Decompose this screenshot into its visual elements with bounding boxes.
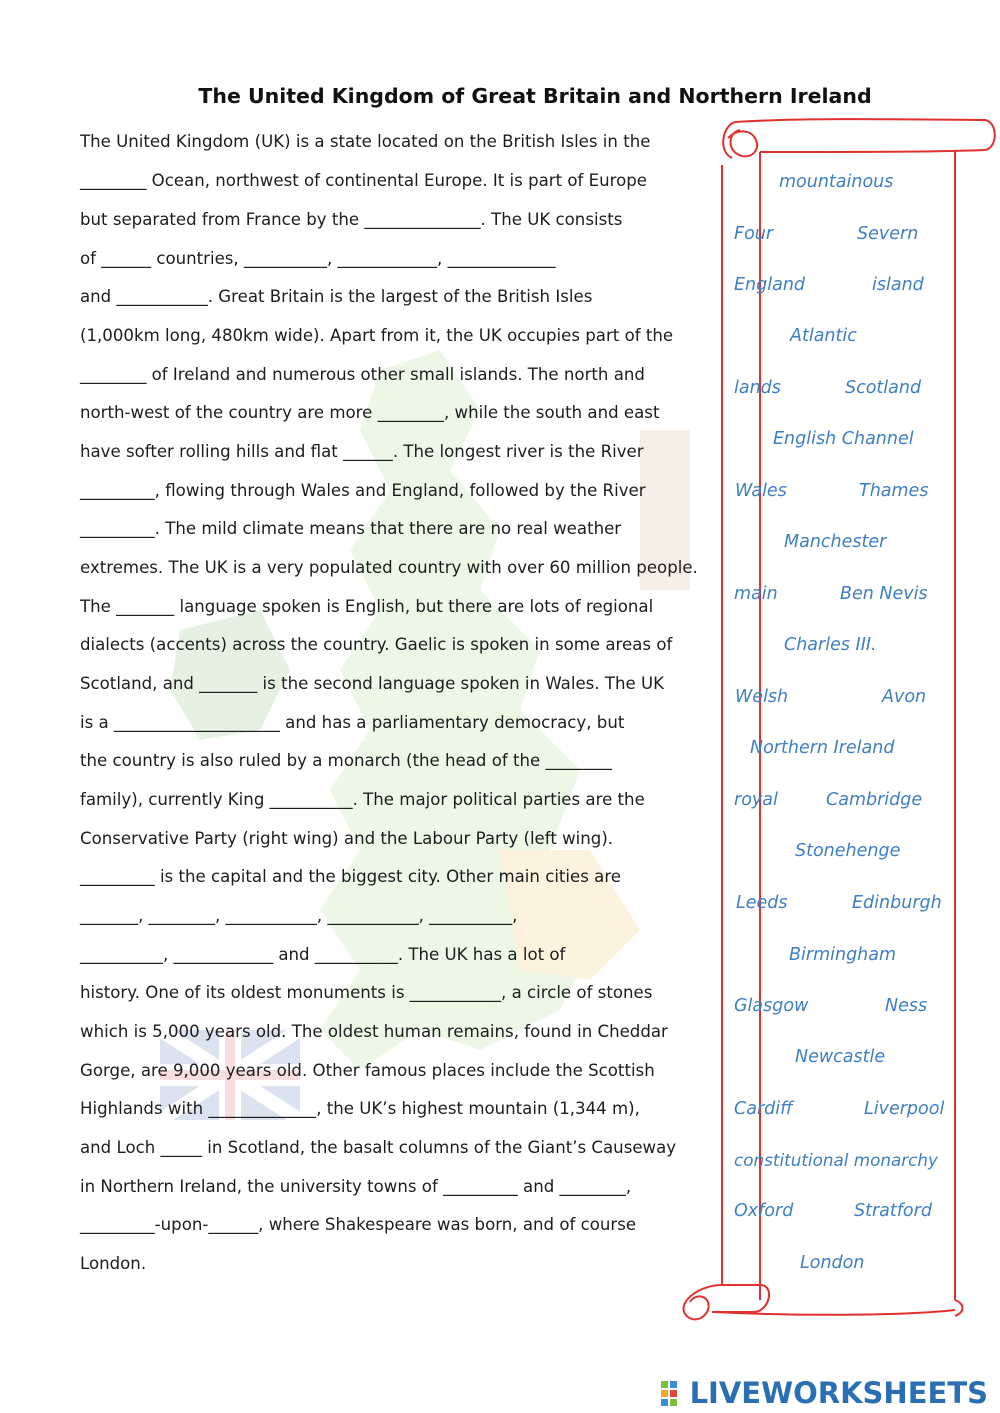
word-bank-item: Welsh xyxy=(735,687,789,707)
word-bank-item: Manchester xyxy=(784,532,887,552)
liveworksheets-icon xyxy=(660,1379,688,1407)
word-bank-item: Ben Nevis xyxy=(840,584,928,604)
word-bank-item: Avon xyxy=(882,687,927,707)
passage-line: extremes. The UK is a very populated country with over 60 million people. xyxy=(80,558,698,577)
page-title: The United Kingdom of Great Britain and Northern Ireland xyxy=(198,84,872,108)
word-bank-item: Severn xyxy=(857,224,919,244)
word-bank-item: Cardiff xyxy=(734,1099,793,1119)
passage-line: The _______ language spoken is English, but there are lots of regional xyxy=(80,597,654,616)
passage-line: ________ Ocean, northwest of continental Europe. It is part of Europe xyxy=(80,171,648,190)
word-bank-item: Newcastle xyxy=(795,1047,886,1067)
word-bank-item: Glasgow xyxy=(734,996,809,1016)
word-bank-item: Scotland xyxy=(845,378,922,398)
word-bank-item: Atlantic xyxy=(790,326,857,346)
passage-line: _________-upon-______, where Shakespeare was born, and of course xyxy=(80,1215,637,1234)
word-bank-item: mountainous xyxy=(779,172,894,192)
passage-line: _________, flowing through Wales and England, followed by the River xyxy=(80,481,646,500)
word-bank-item: Leeds xyxy=(736,893,788,913)
word-bank-item: main xyxy=(734,584,778,604)
word-bank-item: Liverpool xyxy=(864,1099,945,1119)
passage-line: (1,000km long, 480km wide). Apart from it, the UK occupies part of the xyxy=(80,326,674,345)
word-bank-item: Ness xyxy=(885,996,928,1016)
passage-line: but separated from France by the ______________. The UK consists xyxy=(80,210,623,229)
passage-line: and Loch _____ in Scotland, the basalt columns of the Giant’s Causeway xyxy=(80,1138,677,1157)
passage-line: Conservative Party (right wing) and the Labour Party (left wing). xyxy=(80,829,614,848)
word-bank-item: Oxford xyxy=(734,1201,794,1221)
passage-line: of ______ countries, __________, ____________, _____________ xyxy=(80,249,556,268)
passage-line: The United Kingdom (UK) is a state located on the British Isles in the xyxy=(80,132,651,151)
brand-name: LIVEWORKSHEETS xyxy=(689,1376,988,1410)
passage-line: Gorge, are 9,000 years old. Other famous places include the Scottish xyxy=(80,1061,655,1080)
passage-line: have softer rolling hills and flat ______. The longest river is the River xyxy=(80,442,644,461)
word-bank-item: Edinburgh xyxy=(852,893,942,913)
word-bank-item: Charles III. xyxy=(784,635,877,655)
word-bank-item: London xyxy=(800,1253,865,1273)
passage-line: __________, ____________ and __________. The UK has a lot of xyxy=(80,945,566,964)
passage-line: Highlands with _____________, the UK’s highest mountain (1,344 m), xyxy=(80,1099,640,1118)
passage-line: the country is also ruled by a monarch (the head of the ________ xyxy=(80,751,612,770)
word-bank-item: royal xyxy=(734,790,778,810)
passage-line: _______, ________, ___________, ___________, __________, xyxy=(80,906,518,925)
word-bank-item: English Channel xyxy=(773,429,914,449)
passage-line: and ___________. Great Britain is the largest of the British Isles xyxy=(80,287,593,306)
word-bank-item: lands xyxy=(734,378,781,398)
passage-line: which is 5,000 years old. The oldest human remains, found in Cheddar xyxy=(80,1022,668,1041)
word-bank-item: Northern Ireland xyxy=(750,738,895,758)
passage-line: family), currently King __________. The major political parties are the xyxy=(80,790,645,809)
passage-line: history. One of its oldest monuments is ___________, a circle of stones xyxy=(80,983,653,1002)
passage-line: is a ____________________ and has a parliamentary democracy, but xyxy=(80,713,625,732)
passage-line: _________ is the capital and the biggest city. Other main cities are xyxy=(80,867,622,886)
word-bank-item: Stonehenge xyxy=(795,841,901,861)
passage-line: ________ of Ireland and numerous other small islands. The north and xyxy=(80,365,645,384)
word-bank-item: Cambridge xyxy=(826,790,923,810)
word-bank-item: island xyxy=(872,275,924,295)
passage-line: Scotland, and _______ is the second language spoken in Wales. The UK xyxy=(80,674,665,693)
passage-line: _________. The mild climate means that there are no real weather xyxy=(80,519,622,538)
passage-line: north-west of the country are more ________, while the south and east xyxy=(80,403,660,422)
word-bank-item: Wales xyxy=(735,481,787,501)
word-bank-item: Four xyxy=(734,224,774,244)
passage-line: London. xyxy=(80,1254,147,1273)
word-bank-item: constitutional monarchy xyxy=(734,1150,938,1170)
passage-line: dialects (accents) across the country. Gaelic is spoken in some areas of xyxy=(80,635,673,654)
liveworksheets-logo xyxy=(660,1376,988,1410)
word-bank-item: Stratford xyxy=(854,1201,932,1221)
word-bank-item: Birmingham xyxy=(789,945,897,965)
word-bank-item: Thames xyxy=(859,481,929,501)
word-bank-item: England xyxy=(734,275,806,295)
passage-line: in Northern Ireland, the university towns of _________ and ________, xyxy=(80,1177,632,1196)
